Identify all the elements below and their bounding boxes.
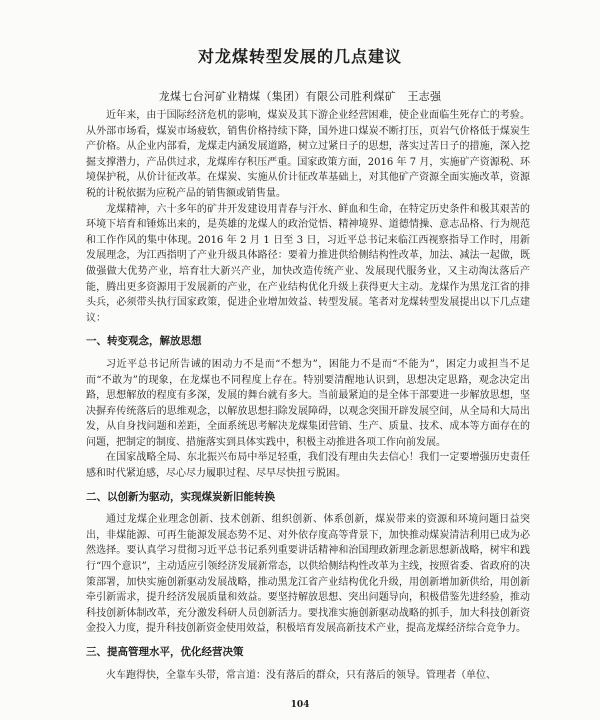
section-1-paragraph-2: 在国家战略全局、东北振兴布局中举足轻重，我们没有理由失去信心！我们一定要增强历史责任感和时代紧迫感，尽心尽力履职过程、尽早尽快扭亏脱困。 [86, 452, 530, 480]
article-title: 对龙煤转型发展的几点建议 [197, 47, 402, 66]
section-heading-3: 三、提高管理水平，优化经营决策 [86, 646, 244, 658]
section-heading-2: 二、以创新为驱动，实现煤炭新旧能转换 [86, 490, 275, 503]
intro-paragraph-2: 龙煤精神，六十多年的矿井开发建设用青春与汗水、鲜血和生命，在特定历史条件和极其艰苦的环境下培育和锤炼出来的，是英雄的龙煤人的政治觉悟、精神境界、道德情操、意志品格、行为规范和工作作风的集中体现。2016 年 2 月 1 日至 3 日，习近平总书记来临江西视察指导工作时，用新发展理念，为江西指明了产业升级具体路径：要着力推进供给侧结构性改革，加法、减法一起做，既做强做大优势产业，培育壮大新兴产业，加快改造传统产业、发展现代服务业，又主动淘汰落后产能，腾出更多资源用于发展新的产业，在产业结构优化升级上获得更大主动。龙煤作为黑龙江省的排头兵，必须带头执行国家政策，促进企业增加效益、转型发展。笔者对龙煤转型发展提出以下几点建议： [86, 203, 530, 324]
article-body [86, 108, 530, 683]
section-1-paragraph-1: 习近平总书记所告诫的困动力不是而“不想为”，困能力不是而“不能为”，困定力或担当不足而“不敢为”的现象，在龙煤也不同程度上存在。特别要清醒地认识到，思想决定思路，观念决定出路，思想解放的程度有多深，发展的舞台就有多大。当前最紧迫的是全体干部要进一步解放思想，坚决摒弃传统落后的思维观念，以解放思想扫除发展障碍，以观念突围开辟发展空间，从全局和大局出发，从自身找问题和差距，全面系统思考解决龙煤集团营销、生产、质量、技术、成本等方面存在的问题，把制定的制度、措施落实到具体实践中，积极主动推进各项工作向前发展。 [86, 358, 530, 448]
author-byline: 龙煤七台河矿业精煤（集团）有限公司胜利煤矿 王志强 [158, 90, 442, 103]
section-2-paragraph-1: 通过龙煤企业理念创新、技术创新、组织创新、体系创新，煤炭带来的资源和环境问题日益突出，非煤能源、可再生能源发展态势不足、对外依存度高等背景下，加快推动煤炭清洁利用已成为必然选择。要认真学习贯彻习近平总书记系列重要讲话精神和治国理政新理念新思想新战略，树牢和践行“四个意识”，主动适应引领经济发展新常态，以供给侧结构性改革为主线，按照省委、省政府的决策部署，加快实施创新驱动发展战略，推动黑龙江省产业结构优化升级，用创新增加新供给，用创新牵引新需求，提升经济发展质量和效益。要坚持解放思想、突出问题导向，积极借鉴先进经验，推动科技创新体制改革，充分激发科研人员创新活力。要找准实施创新驱动战略的抓手，加大科技创新资金投入力度，提升科技创新资金使用效益，积极培育发展高新技术产业，提高龙煤经济综合竞争力。 [86, 514, 530, 635]
section-heading-1: 一、转变观念，解放思想 [86, 335, 202, 348]
section-3-paragraph-1: 火车跑得快，全靠车头带，常言道：没有落后的群众，只有落后的领导。管理者（单位、 [106, 669, 496, 681]
intro-paragraph-1: 近年来，由于国际经济危机的影响，煤炭及其下游企业经营困难，使企业面临生死存亡的考验。从外部市场看，煤炭市场疲软，销售价格持续下降，国外进口煤炭不断打压，页岩气价格低于煤炭生产价格。从企业内部看，龙煤走内涵发展道路，树立过紧日子的思想，落实过苦日子的措施，深入挖掘支撑潜力，产品供过求，龙煤库存积压严重。国家政策方面，2016 年 7 月，实施矿产资源税、环境保护税，从价计征改革。在煤炭、实施从价计征改革基础上，对其他矿产资源全面实施改革，资源税的计税依据为应税产品的销售额或销售量。 [86, 110, 530, 199]
page-number: 104 [290, 700, 310, 710]
